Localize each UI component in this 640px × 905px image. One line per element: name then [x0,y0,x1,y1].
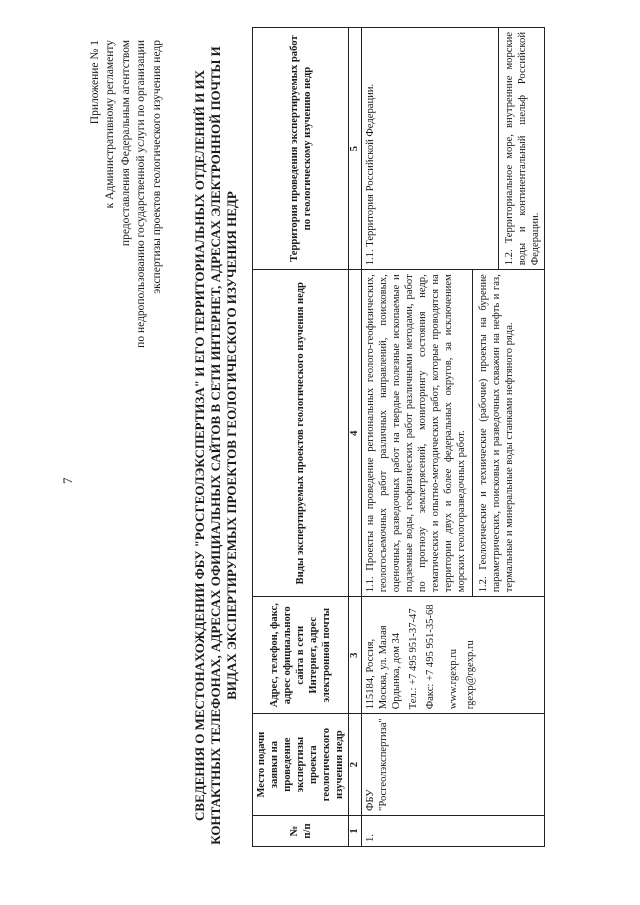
appendix-line: Приложение № 1 [89,40,101,125]
document-title: СВЕДЕНИЯ О МЕСТОНАХОЖДЕНИИ ФБУ "РОСГЕОЛЭКСПЕРТИЗА" И ЕГО ТЕРРИТОРИАЛЬНЫХ ОТДЕЛЕНИЙ И ИХ КОНТАКТНЫХ ТЕЛЕФОНАХ, АДРЕСАХ ОФИЦИАЛЬНЫХ САЙТОВ В СЕТИ ИНТЕРНЕТ, АДРЕСАХ ЭЛЕКТРОННОЙ ПОЧТЫ И ВИДАХ ЭКСПЕРТИРУЕМЫХ ПРОЕКТОВ ГЕОЛОГИЧЕСКОГО ИЗУЧЕНИЯ НЕДР [192,46,239,845]
postal-address: 115184, Россия, Москва, ул. Малая Ордынка, дом 34 [365,625,402,710]
territory-item: 1.1. Территория Российской Федерации. [365,83,376,266]
header-territory: Территория проведения экспертируемых работ по геологическому изучению недр [253,28,349,270]
territory-item: 1.2. Территориальное море, внутренние морские воды и континентальный шельф Российской Федерации. [498,28,542,269]
column-number-row [349,28,362,847]
row-territory [362,28,545,270]
appendix-line: экспертизы проектов геологического изучения недр [150,40,163,294]
row-contacts [362,597,545,714]
header-number: № п/п [253,816,349,847]
appendix-line: предоставления Федеральным агентством [119,40,132,247]
phone-number: Тел.: +7 495 951-37-47 [408,608,419,710]
fax-number: Факс: +7 495 951-35-68 [425,604,436,710]
column-number: 3 [349,597,362,714]
appendix-note [88,40,165,460]
row-place: ФБУ "Росгеолэкспертиза" [362,714,545,816]
email-link[interactable]: rgexp@rgexp.ru [465,640,476,710]
row-kinds [362,270,545,597]
row-number: 1. [362,816,545,847]
table-row [362,28,545,847]
offices-table [252,27,545,847]
table-header-row [253,28,349,847]
kind-item: 1.2. Геологические и технические (рабочие) проекты на бурение параметрических, поисковых и разведочных скважин на нефть и газ, термальные и минеральные воды станками нефтяного ряда. [472,270,516,596]
column-number: 1 [349,816,362,847]
kind-item: 1.1. Проекты на проведение региональных геолого-геофизических, геологосъемочных работ различных направлений, поисковых, оценочных, разведочных работ на твердые полезные ископаемые и подземные воды, геофизических работ различными методами, работ по прогнозу землетрясений, мониторингу состояния недр, тематических и опытно-методических работ, которые проводятся на территории двух и более федеральных округов, за исключением морских геологоразведочных работ. [365,274,467,593]
website-link[interactable]: www.rgexp.ru [448,648,459,710]
header-kinds: Виды экспертируемых проектов геологического изучения недр [253,270,349,597]
column-number: 5 [349,28,362,270]
page-number: 7 [60,477,75,484]
appendix-line: к Административному регламенту [104,40,117,209]
column-number: 2 [349,714,362,816]
header-address: Адрес, телефон, факс, адрес официального сайта в сети Интернет, адрес электронной почты [253,597,349,714]
column-number: 4 [349,270,362,597]
header-place: Место подачи заявки на проведение экспертизы проекта геологического изучения недр [253,714,349,816]
appendix-line: по недропользованию государственной услуги по организации [135,40,148,348]
